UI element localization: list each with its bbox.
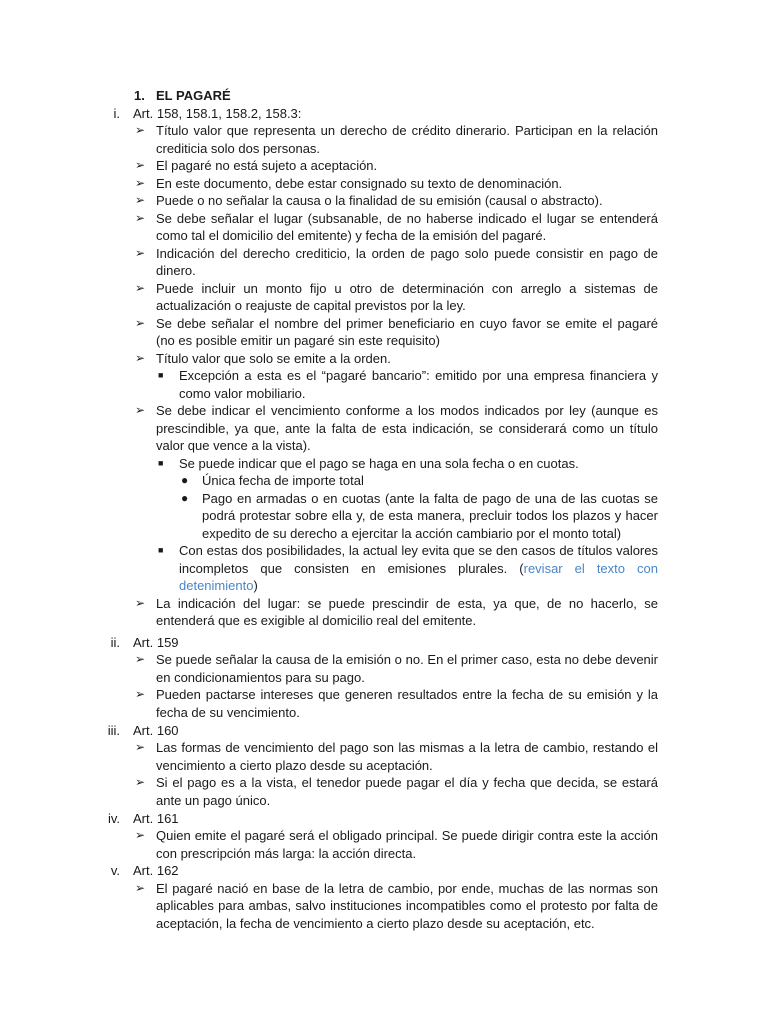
section-article: Art. 161 [133,810,179,826]
document-title [134,87,231,105]
review-link[interactable]: revisar el texto con detenimiento [179,560,658,593]
section-numeral: iii. [107,722,120,738]
dot-bullet-icon: ● [181,473,189,487]
section-numeral: iv. [107,810,120,826]
section-ii [0,634,768,722]
list-item: ➢ El pagaré nació en base de la letra de cambio, por ende, muchas de las normas son aplicables para ambas, salvo instituciones incompatibles como el protesto por falta de aceptación, la fecha de vencimiento a cierto plazo desde su aceptación, etc. [135,880,658,931]
list-item: ➢ Título valor que representa un derecho de crédito dinerario. Participan en la relación crediticia solo dos personas. [135,123,658,156]
list-item: ➢ Quien emite el pagaré será el obligado principal. Se puede dirigir contra este la acción con prescripción más larga: la acción directa. [135,828,658,861]
section-heading [0,722,768,740]
list-item: ➢ El pagaré no está sujeto a aceptación. [135,158,378,173]
list-item: ➢ Indicación del derecho crediticio, la orden de pago solo puede consistir en pago de dinero. [135,245,658,278]
section-article: Art. 162 [133,863,179,878]
arrow-bullet-icon: ➢ [135,403,146,417]
arrow-bullet-icon: ➢ [135,687,146,701]
section-heading [0,862,768,880]
arrow-bullet-icon: ➢ [135,123,146,137]
list-item: ➢ Si el pago es a la vista, el tenedor puede pagar el día y fecha que decida, se estará ante un pago único. [135,775,658,808]
arrow-bullet-icon: ➢ [135,175,146,190]
list-item: ➢ Pueden pactarse intereses que generen resultados entre la fecha de su emisión y la fecha de su vencimiento. [135,687,658,720]
title-number: 1. [134,88,145,103]
title-text: EL PAGARÉ [156,88,231,103]
section-numeral: ii. [110,634,120,650]
square-bullet-icon: ■ [158,370,164,380]
list-item: ➢ Se puede señalar la causa de la emisión o no. En el primer caso, esta no debe devenir en condicionamientos para su pago. [135,652,658,685]
list-item: ➢ Las formas de vencimiento del pago son las mismas a la letra de cambio, restando el vencimiento a cierto plazo desde su aceptación. [135,740,658,773]
section-article: Art. 160 [133,722,179,738]
sub-list-item: ■ Excepción a esta es el “pagaré bancario”: emitido por una empresa financiera y como valor mobiliario. [158,368,658,401]
sub-sub-list-item: ● Única fecha de importe total [181,473,364,488]
arrow-bullet-icon: ➢ [135,158,146,172]
arrow-bullet-icon: ➢ [135,595,146,610]
list-item: ➢ Título valor que solo se emite a la orden. [135,350,391,366]
section-numeral: i. [113,105,120,121]
section-i [0,105,768,630]
list-item: ➢ Se debe indicar el vencimiento conforme a los modos indicados por ley (aunque es prescindible, ya que, ante la falta de esta indicación, se considerará como un título valor que vence a la vista). [135,403,658,453]
arrow-bullet-icon: ➢ [135,775,146,789]
section-numeral: v. [110,863,120,878]
list-item: ➢ En este documento, debe estar consignado su texto de denominación. [135,175,563,191]
list-item: ➢ Puede incluir un monto fijo u otro de determinación con arreglo a sistemas de actualización o reajuste de capital previstos por la ley. [135,280,658,313]
arrow-bullet-icon: ➢ [135,245,146,260]
section-article: Art. 159 [133,634,179,650]
arrow-bullet-icon: ➢ [135,315,146,330]
list-item: ➢ Se debe señalar el nombre del primer beneficiario en cuyo favor se emite el pagaré (no es posible emitir un pagaré sin este requisito) [135,315,658,348]
sub-list-item: ■ Con estas dos posibilidades, la actual ley evita que se den casos de títulos valores incompletos que consisten en emisiones plurales. (revisar el texto con detenimiento) [158,543,658,593]
arrow-bullet-icon: ➢ [135,210,146,225]
sub-list-item: ■ Se puede indicar que el pago se haga en una sola fecha o en cuotas. [158,455,579,471]
section-article: Art. 158, 158.1, 158.2, 158.3: [133,105,302,121]
section-iii [0,722,768,810]
arrow-bullet-icon: ➢ [135,652,146,666]
arrow-bullet-icon: ➢ [135,880,146,895]
arrow-bullet-icon: ➢ [135,193,146,207]
section-v [0,862,768,932]
square-bullet-icon: ■ [158,457,164,468]
list-item: ➢ La indicación del lugar: se puede prescindir de esta, ya que, de no hacerlo, se entenderá que es exigible al domicilio real del emitente. [135,595,658,628]
dot-bullet-icon: ● [181,490,189,505]
square-bullet-icon: ■ [158,545,164,555]
arrow-bullet-icon: ➢ [135,740,146,754]
list-item: ➢ Se debe señalar el lugar (subsanable, de no haberse indicado el lugar se entenderá como tal el domicilio del emitente) y fecha de la emisión del pagaré. [135,210,658,243]
arrow-bullet-icon: ➢ [135,350,146,365]
section-iv [0,810,768,863]
section-heading [0,810,768,828]
list-item: ➢ Puede o no señalar la causa o la finalidad de su emisión (causal o abstracto). [135,193,603,208]
section-heading [0,105,768,123]
section-heading [0,634,768,652]
sub-sub-list-item: ● Pago en armadas o en cuotas (ante la falta de pago de una de las cuotas se podrá protestar sobre ella y, de esta manera, precluir todos los plazos y hacer expedito de su derecho a ejercitar la acción cambiario por el monto total) [181,490,658,541]
arrow-bullet-icon: ➢ [135,828,146,842]
arrow-bullet-icon: ➢ [135,280,146,295]
